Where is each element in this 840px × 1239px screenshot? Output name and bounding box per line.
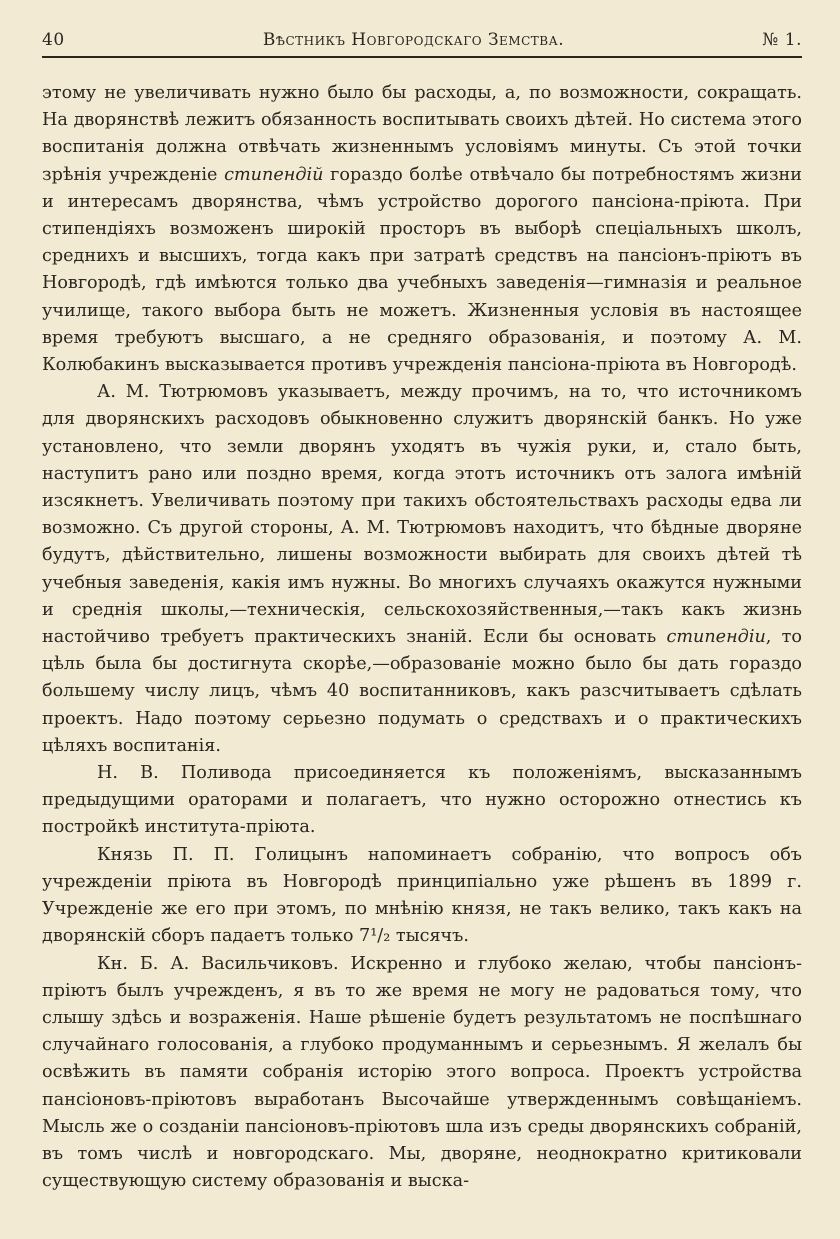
paragraph-vasilchikov: Кн. Б. А. Васильчиковъ. Искренно и глубоко желаю, чтобы пансіонъ-пріютъ былъ учрежденъ, я въ то же время не могу не радоваться тому, что слышу здѣсь и возраженія. Наше рѣшеніе будетъ результатомъ не поспѣшнаго случайнаго голосованія, а глубоко продуманнымъ и серьезнымъ. Я желалъ бы освѣжить въ памяти собранія исторію этого вопроса. Проектъ устройства пансіоновъ-пріютовъ выработанъ Высочайше утвержденнымъ совѣщаніемъ. Мысль же о созданіи пансіоновъ-пріютовъ шла изъ среды дворянскихъ собраній, въ томъ числѣ и новгородскаго. Мы, дворяне, неоднократно критиковали существующую систему образованія и выска- bbox=[42, 953, 802, 1192]
issue-number: № 1. bbox=[762, 30, 802, 50]
emphasis-stipendii-2: стипендіи bbox=[666, 627, 766, 648]
page-header bbox=[42, 30, 802, 58]
page-number: 40 bbox=[42, 30, 65, 50]
journal-title: Вѣстникъ Новгородскаго Земства. bbox=[262, 30, 565, 50]
paragraph-polivoda: Н. В. Поливода присоединяется къ положеніямъ, высказаннымъ предыдущими ораторами и полагаетъ, что нужно осторожно отнестись къ постройкѣ института-пріюта. bbox=[42, 763, 802, 838]
emphasis-stipendii: стипендій bbox=[224, 164, 324, 185]
paragraph-golitsyn: Князь П. П. Голицынъ напоминаетъ собранію, что вопросъ объ учрежденіи пріюта въ Новгородѣ принципіально уже рѣшенъ въ 1899 г. Учрежденіе же его при этомъ, по мнѣнію князя, не такъ велико, такъ какъ на дворянскій сборъ падаетъ только 7¹/₂ тысячъ. bbox=[42, 844, 802, 947]
paragraph-tyutryumov: А. М. Тютрюмовъ указываетъ, между прочимъ, на то, что источникомъ для дворянскихъ расходовъ обыкновенно служитъ дворянскій банкъ. Но уже установлено, что земли дворянъ уходятъ въ чужія руки, и, стало быть, наступитъ рано или поздно время, когда этотъ источникъ отъ залога имѣній изсякнетъ. Увеличивать поэтому при такихъ обстоятельствахъ расходы едва ли возможно. Съ другой стороны, А. М. Тютрюмовъ находитъ, что бѣдные дворяне будутъ, дѣйствительно, лишены возможности выбирать для своихъ дѣтей тѣ учебныя заведенія, какія имъ нужны. Во многихъ случаяхъ окажутся нужными и среднія школы,—техническія, сельскохозяйственныя,—такъ какъ жизнь настойчиво требуетъ практическихъ знаній. Если бы основать стипендіи, то цѣль была бы достигнута скорѣе,—образованіе можно было бы дать гораздо большему числу лицъ, чѣмъ 40 воспитанниковъ, какъ разсчитываетъ сдѣлать проектъ. Надо поэтому серьезно подумать о средствахъ и о практическихъ цѣляхъ воспитанія. bbox=[42, 382, 802, 756]
paragraph-kolyubakin: этому не увеличивать нужно было бы расходы, а, по возможности, сокращать. На дворянствѣ лежитъ обязанность воспитывать своихъ дѣтей. Но система этого воспитанія должна отвѣчать жизненнымъ условіямъ минуты. Съ этой точки зрѣнія учрежденіе стипендій гораздо болѣе отвѣчало бы потребностямъ жизни и интересамъ дворянства, чѣмъ устройство дорогого пансіона-пріюта. При стипендіяхъ возможенъ широкій просторъ въ выборѣ спеціальныхъ школъ, среднихъ и высшихъ, тогда какъ при затратѣ средствъ на пансіонъ-пріютъ въ Новгородѣ, гдѣ имѣются только два учебныхъ заведенія—гимназія и реальное училище, такого выбора быть не можетъ. Жизненныя условія въ настоящее время требуютъ высшаго, а не средняго образованія, и поэтому А. М. Колюбакинъ высказывается противъ учрежденія пансіона-пріюта въ Новгородѣ. bbox=[42, 83, 802, 376]
page-body bbox=[42, 80, 802, 1195]
